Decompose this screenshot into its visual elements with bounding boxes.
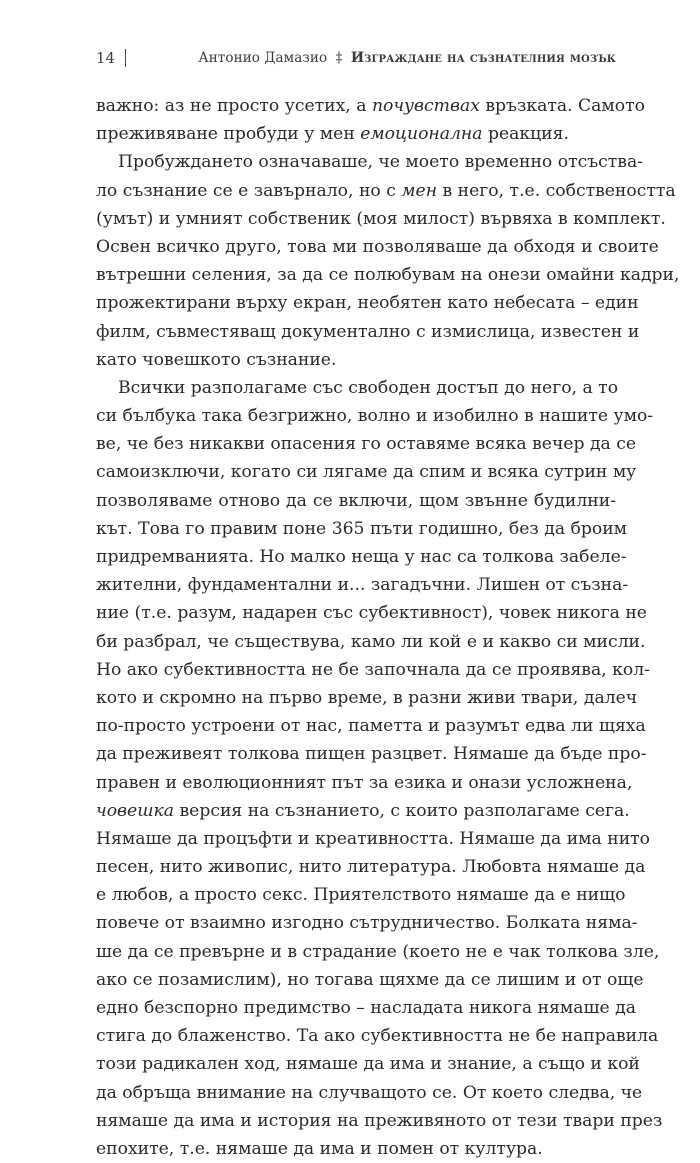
text-line bbox=[96, 909, 638, 937]
text-run: Освен всичко друго, това ми позволяваше да обходя и своите bbox=[96, 236, 659, 257]
text-line bbox=[96, 797, 630, 825]
text-line bbox=[96, 599, 647, 627]
text-run: придремванията. Но малко неща у нас са толкова забеле- bbox=[96, 547, 627, 567]
text-line bbox=[96, 628, 646, 656]
text-line bbox=[96, 205, 666, 233]
text-run: би разбрал, че съществува, камо ли кой е и какво си мисли. bbox=[96, 631, 646, 652]
text-run: песен, нито живопис, нито литература. Любовта нямаше да bbox=[96, 857, 646, 878]
text-line bbox=[96, 684, 638, 712]
text-line bbox=[96, 346, 616, 374]
page-number: 14 bbox=[96, 49, 116, 67]
text-line bbox=[96, 825, 651, 853]
paragraph bbox=[96, 374, 663, 1163]
text-line bbox=[96, 938, 660, 966]
text-run: нямаше да има и история на преживяното от тези твари през bbox=[96, 1110, 663, 1131]
text-run: Пробуждането означаваше, че моето временно отсъства- bbox=[118, 152, 644, 173]
text-line bbox=[96, 515, 628, 543]
header-author: Антонио Дамазио bbox=[198, 50, 328, 66]
text-line bbox=[96, 740, 647, 768]
text-line bbox=[96, 1022, 659, 1050]
body-text bbox=[96, 92, 680, 1163]
text-run: позволяваме отново да се включи, щом звънне будилни- bbox=[96, 490, 616, 511]
text-run: Нямаше да процъфти и креативността. Нямаше да има нито bbox=[96, 828, 651, 849]
paragraph bbox=[96, 148, 680, 374]
text-line bbox=[96, 458, 637, 486]
running-header bbox=[96, 46, 616, 70]
text-run: да обръща внимание на случващото се. От което следва, че bbox=[96, 1082, 643, 1103]
text-line bbox=[96, 1107, 663, 1135]
text-run: стига до блаженство. Та ако субективността не бе направила bbox=[96, 1026, 659, 1047]
text-line bbox=[96, 177, 676, 205]
text-line bbox=[96, 318, 640, 346]
text-line bbox=[96, 656, 650, 684]
text-run: да преживеят толкова пищен разцвет. Нямаше да бъде про- bbox=[96, 744, 647, 765]
text-run: реакция. bbox=[482, 124, 569, 145]
text-run: прожектирани върху екран, необятен като небесата – един bbox=[96, 293, 639, 314]
text-line bbox=[96, 402, 654, 430]
text-run: Всички разполагаме със свободен достъп до него, а то bbox=[118, 377, 619, 398]
text-run: ше да се превърне и в страдание (което не е чак толкова зле, bbox=[96, 941, 660, 962]
text-run: Но ако субективността не бе започнала да се проявява, кол- bbox=[96, 659, 650, 680]
text-line bbox=[96, 233, 659, 261]
text-run: кът. Това го правим поне 365 пъти годишно, без да броим bbox=[96, 518, 628, 539]
paragraph bbox=[96, 92, 645, 148]
text-run: по-просто устроени от нас, паметта и разумът едва ли щяха bbox=[96, 716, 646, 737]
text-line bbox=[96, 487, 616, 515]
text-run: преживяване пробуди у мен bbox=[96, 124, 361, 145]
page-number-block bbox=[96, 49, 126, 67]
text-line bbox=[96, 92, 645, 120]
text-run: епохите, т.е. нямаше да има и помен от култура. bbox=[96, 1138, 543, 1159]
text-line bbox=[96, 966, 644, 994]
text-run: вътрешни селения, за да се полюбувам на онези омайни кадри, bbox=[96, 265, 680, 286]
text-line bbox=[96, 1050, 640, 1078]
header-book-info bbox=[198, 50, 616, 66]
italic-text-run: човешка bbox=[96, 800, 175, 821]
text-run: ве, че без никакви опасения го оставяме всяка вечер да се bbox=[96, 434, 637, 455]
header-separator: ‡ bbox=[335, 50, 343, 66]
text-run: повече от взаимно изгодно сътрудничество. Болката няма- bbox=[96, 913, 638, 934]
text-run: правен и еволюционният път за езика и онази усложнена, bbox=[96, 772, 633, 793]
text-run: връзката. Самото bbox=[479, 96, 645, 116]
text-line bbox=[96, 1135, 616, 1163]
text-line bbox=[96, 261, 680, 289]
text-line bbox=[96, 853, 646, 881]
text-run: версия на съзнанието, с които разполагаме сега. bbox=[174, 800, 630, 821]
text-line bbox=[96, 769, 633, 797]
text-run: този радикален ход, нямаше да има и знание, а също и кой bbox=[96, 1054, 640, 1075]
header-vertical-rule bbox=[125, 49, 126, 67]
text-run: като човешкото съзнание. bbox=[96, 349, 337, 370]
text-line bbox=[96, 881, 626, 909]
text-line bbox=[96, 571, 629, 599]
text-run: си бълбука така безгрижно, волно и изобилно в нашите умо- bbox=[96, 406, 654, 427]
text-line bbox=[96, 1079, 643, 1107]
text-run: е любов, а просто секс. Приятелството нямаше да е нищо bbox=[96, 885, 626, 906]
text-run: ние (т.е. разум, надарен със субективност), човек никога не bbox=[96, 603, 647, 624]
text-line bbox=[96, 430, 637, 458]
text-run: самоизключи, когато си лягаме да спим и всяка сутрин му bbox=[96, 462, 637, 483]
text-line bbox=[96, 543, 627, 571]
text-run: ло съзнание се е завърнало, но с bbox=[96, 180, 402, 201]
text-run: филм, съвместяващ документално с измислица, известен и bbox=[96, 321, 640, 342]
text-line bbox=[96, 994, 636, 1022]
text-run: едно безспорно предимство – насладата никога нямаше да bbox=[96, 998, 636, 1018]
italic-text-run: почувствах bbox=[371, 96, 480, 116]
text-run: жителни, фундаментални и... загадъчни. Лишен от съзна- bbox=[96, 575, 629, 596]
text-run: (умът) и умният собственик (моя милост) вървяха в комплект. bbox=[96, 208, 666, 229]
text-run: в него, т.е. собствеността bbox=[437, 180, 676, 201]
text-line bbox=[96, 120, 616, 148]
text-run: кото и скромно на първо време, в разни живи твари, далеч bbox=[96, 687, 638, 708]
text-line bbox=[96, 712, 646, 740]
text-line bbox=[96, 374, 619, 402]
italic-text-run: емоционална bbox=[360, 124, 483, 145]
text-run: ако се позамислим), но тогава щяхме да се лишим и от още bbox=[96, 969, 644, 990]
text-line bbox=[96, 289, 639, 317]
text-run: важно: аз не просто усетих, а bbox=[96, 96, 372, 116]
italic-text-run: мен bbox=[401, 180, 438, 201]
text-line bbox=[96, 148, 644, 176]
header-book-title: Изграждане на съзнателния мозък bbox=[350, 50, 616, 66]
